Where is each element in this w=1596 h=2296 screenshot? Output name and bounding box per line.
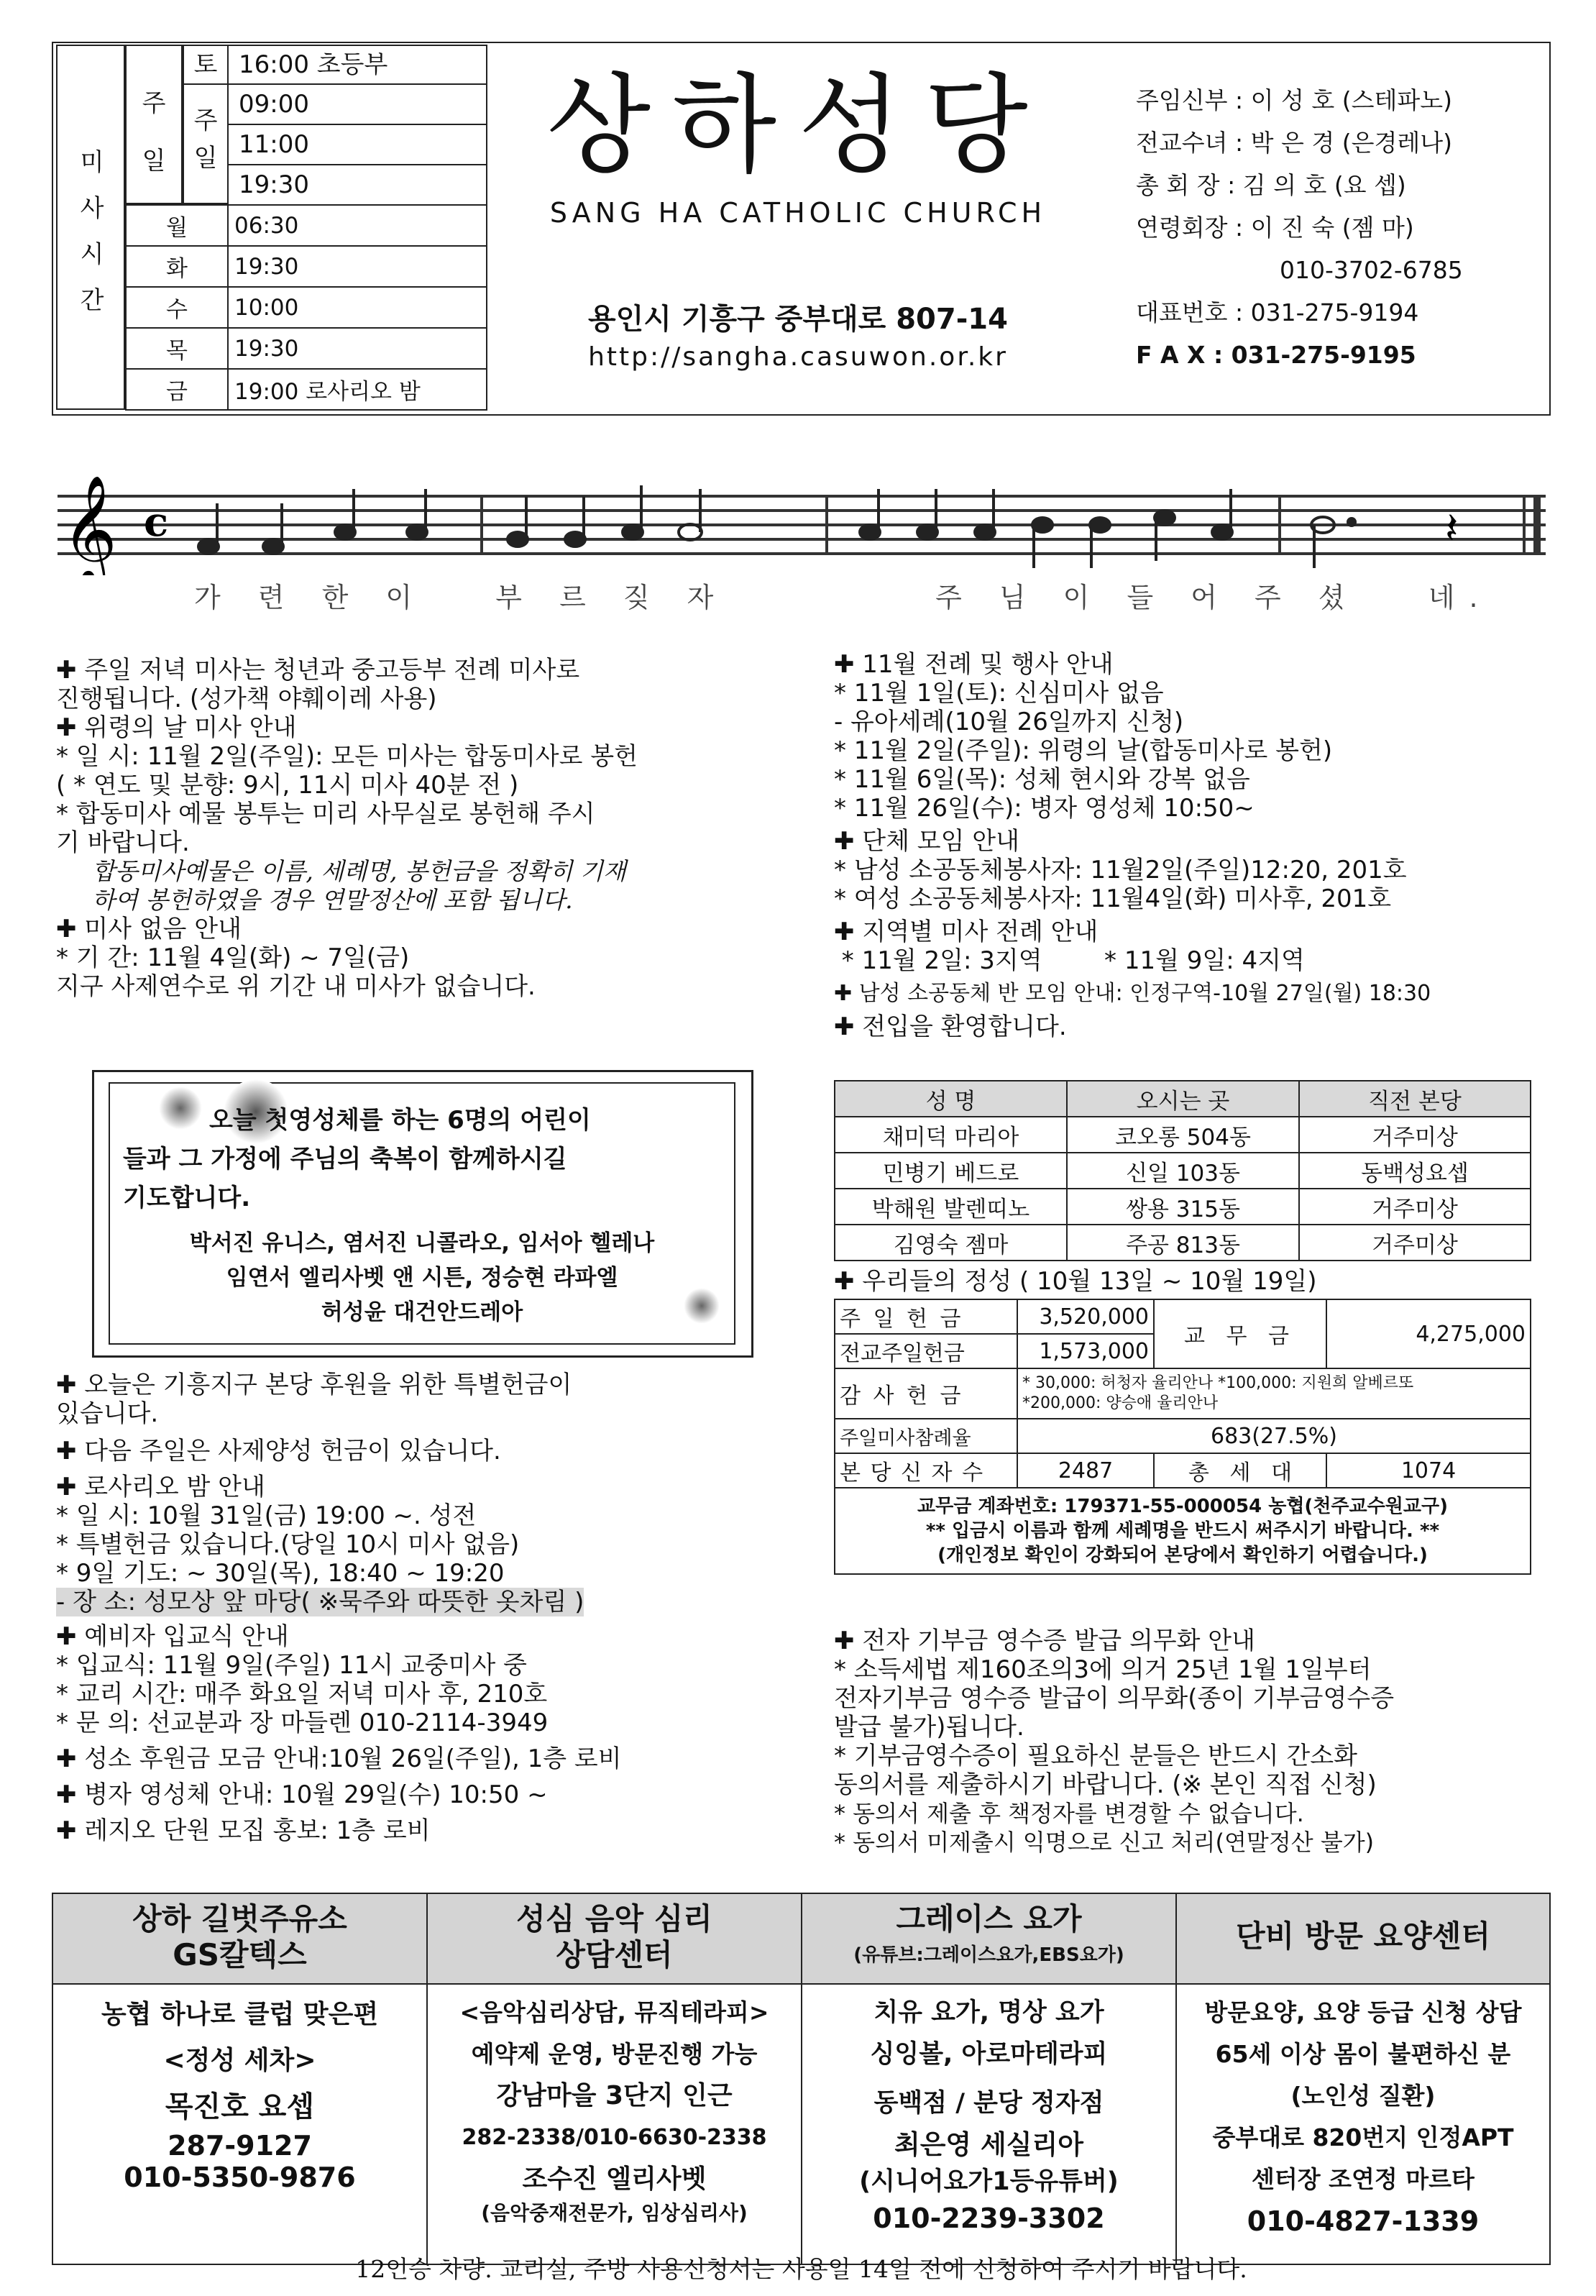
cell: 거주미상 (1299, 1117, 1531, 1153)
weekday-time: 19:30 (228, 246, 487, 287)
ad-subtitle: GS칼텍스 (173, 1937, 307, 1972)
account-line: ** 입금시 이름과 함께 세례명을 반드시 써주시기 바랍니다. ** (925, 1520, 1440, 1542)
ad-line: 010-4827-1339 (1247, 2205, 1480, 2237)
left-column-bottom (56, 1371, 818, 1845)
sunday-cell (125, 45, 183, 204)
notice-line: 전자기부금 영수증 발급이 의무화(종이 기부금영수증 (834, 1684, 1395, 1713)
svg-text:c: c (144, 498, 169, 546)
notice-line: ✚ 전자 기부금 영수증 발급 의무화 안내 (834, 1627, 1255, 1655)
child-names: 박서진 유니스, 염서진 니콜라오, 임서아 헬레나 (189, 1230, 655, 1256)
cell: 1,573,000 (1017, 1334, 1154, 1368)
ad-title: 성심 음악 심리 (516, 1901, 712, 1936)
sunday-char: 일 (142, 147, 166, 175)
ad-line: 65세 이상 몸이 불편하신 분 (1215, 2040, 1511, 2068)
notice-line: ✚ 단체 모임 안내 (834, 827, 1019, 856)
ad-line: 282-2338/010-6630-2338 (462, 2125, 767, 2150)
notice-line: * 일 시: 11월 2일(주일): 모든 미사는 합동미사로 봉헌 (56, 742, 638, 771)
sun-char: 주 (193, 106, 218, 135)
ad-body (427, 1984, 802, 2264)
table-row (835, 1153, 1531, 1189)
cell: 전교주일헌금 (835, 1334, 1017, 1368)
staff-line: 전교수녀 : 박 은 경 (은경레나) (1136, 129, 1452, 157)
notice-line: * 11월 2일: 3지역 * 11월 9일: 4지역 (834, 946, 1305, 975)
sun-time-2: 11:00 (227, 124, 487, 165)
notice-line: 지구 사제연수로 위 기간 내 미사가 없습니다. (56, 972, 536, 1001)
ad-title: 그레이스 요가 (896, 1901, 1082, 1936)
ad-body (1176, 1984, 1550, 2264)
music-score (58, 453, 1546, 618)
treble-clef-icon: 𝄞 (62, 474, 117, 575)
account-cell (835, 1488, 1531, 1574)
notice-line: ✚ 레지오 단원 모집 홍보: 1층 로비 (56, 1816, 431, 1845)
notice-line: * 특별헌금 있습니다.(당일 10시 미사 없음) (56, 1530, 520, 1559)
weekday-time: 19:00 로사리오 밤 (228, 369, 487, 410)
ad-body (802, 1984, 1176, 2264)
footer-note: 12인승 차량. 교리실, 주방 사용신청서는 사용일 14일 전에 신청하여 주시기 바랍니다. (355, 2255, 1247, 2283)
ad-line: (음악중재전문가, 임상심리사) (481, 2201, 748, 2225)
first-communion-box (92, 1070, 753, 1358)
cell: 감 사 헌 금 (835, 1368, 1017, 1419)
table-row (835, 1488, 1531, 1574)
weekday-row (126, 369, 487, 410)
notice-line: 동의서를 제출하시기 바랍니다. (※ 본인 직접 신청) (834, 1770, 1377, 1799)
sun-time-3: 19:30 (227, 164, 487, 206)
cell: 4,275,000 (1326, 1299, 1531, 1368)
ads-header-row (52, 1893, 1550, 1984)
ad-line: 농협 하나로 클럽 맞은편 (101, 2000, 379, 2029)
notice-line: ✚ 미사 없음 안내 (56, 915, 242, 943)
sat-time: 16:00 초등부 (227, 45, 487, 85)
notice-line: ✚ 오늘은 기흥지구 본당 후원을 위한 특별헌금이 (56, 1371, 572, 1399)
notice-line: * 11월 6일(목): 성체 현시와 강복 없음 (834, 765, 1250, 794)
ad-header (52, 1893, 427, 1984)
notice-line: * 11월 26일(수): 병자 영성체 10:50~ (834, 794, 1255, 823)
notice-line: * 일 시: 10월 31일(금) 19:00 ~. 성전 (56, 1501, 477, 1530)
offering-title: ✚ 우리들의 정성 ( 10월 13일 ~ 10월 19일) (834, 1267, 1317, 1296)
weekday-time: 19:30 (228, 328, 487, 369)
weekday-time: 06:30 (228, 205, 487, 246)
notice-line: ✚ 위령의 날 미사 안내 (56, 713, 297, 742)
ad-line: 목진호 요셉 (165, 2090, 315, 2123)
notice-line: 발급 불가)됩니다. (834, 1713, 1024, 1742)
weekday-label: 화 (126, 246, 228, 287)
notice-line: - 장 소: 성모상 앞 마당( ※묵주와 따뜻한 옷차림 ) (56, 1588, 584, 1616)
ad-line: 중부대로 820번지 인정APT (1212, 2123, 1514, 2151)
music-lyrics: 가 련 한 이 부 르 짖 자 주 님 이 들 어 주 셨 네. (194, 582, 1492, 613)
notice-line: 있습니다. (56, 1399, 159, 1428)
cell: 김영숙 젬마 (835, 1225, 1067, 1261)
notice-line: * 기 간: 11월 4일(화) ~ 7일(금) (56, 943, 410, 972)
col-header: 오시는 곳 (1067, 1081, 1299, 1117)
mass-label-char: 시 (80, 240, 104, 269)
cell: 주일미사참례율 (835, 1419, 1017, 1453)
sun-time-1: 09:00 (227, 83, 487, 125)
notice-line: ✚ 예비자 입교식 안내 (56, 1622, 289, 1651)
right-column-bottom (834, 1627, 1553, 1857)
weekday-row (126, 287, 487, 328)
notice-line: * 기부금영수증이 필요하신 분들은 반드시 간소화 (834, 1742, 1357, 1770)
ad-header (1176, 1893, 1550, 1984)
table-row (835, 1419, 1531, 1453)
account-line: 교무금 계좌번호: 179371-55-000054 농협(천주교수원교구) (917, 1496, 1449, 1517)
notice-line: * 소득세법 제160조의3에 의거 25년 1월 1일부터 (834, 1655, 1372, 1684)
ad-line: 치유 요가, 명상 요가 (873, 1998, 1104, 2027)
staff-line: 연령회장 : 이 진 숙 (젬 마) (1136, 214, 1414, 242)
cell: 거주미상 (1299, 1225, 1531, 1261)
notice-line: * 합동미사 예물 봉투는 미리 사무실로 봉헌해 주시 (56, 800, 595, 828)
notice-line: * 11월 1일(토): 신심미사 없음 (834, 679, 1164, 708)
table-row (835, 1189, 1531, 1225)
weekday-label: 월 (126, 205, 228, 246)
church-title: 상하성당 (546, 63, 1050, 188)
sat-cell: 토 (183, 45, 229, 85)
ad-title: 단비 방문 요양센터 (1236, 1918, 1490, 1954)
weekday-label: 금 (126, 369, 228, 410)
account-line: (개인정보 확인이 강화되어 본당에서 확인하기 어렵습니다.) (937, 1545, 1428, 1566)
weekday-row (126, 328, 487, 369)
weekday-table (125, 204, 487, 411)
cell: 본 당 신 자 수 (835, 1453, 1017, 1488)
cell: 거주미상 (1299, 1189, 1531, 1225)
weekday-label: 수 (126, 287, 228, 328)
weekday-time: 10:00 (228, 287, 487, 328)
ad-line: 동백점 / 분당 정자점 (873, 2089, 1104, 2118)
staff-line: 총 회 장 : 김 의 호 (요 셉) (1136, 171, 1406, 199)
notice-line: ✚ 로사리오 밤 안내 (56, 1473, 265, 1501)
notice-line: * 동의서 제출 후 책정자를 변경할 수 없습니다. (834, 1800, 1304, 1827)
sun-cell (183, 83, 229, 204)
notice-line: ✚ 11월 전례 및 행사 안내 (834, 650, 1114, 679)
weekday-row (126, 205, 487, 246)
box-text: 들과 그 가정에 주님의 축복이 함께하시길 (123, 1145, 567, 1174)
cell: 코오롱 504동 (1067, 1117, 1299, 1153)
mass-label-char: 미 (80, 148, 104, 177)
table-row (835, 1225, 1531, 1261)
cell (1017, 1368, 1531, 1419)
cell: 동백성요셉 (1299, 1153, 1531, 1189)
ad-header (802, 1893, 1176, 1984)
ad-line: 조수진 엘리사벳 (522, 2164, 707, 2194)
ad-line: 010-5350-9876 (124, 2162, 356, 2193)
col-header: 직전 본당 (1299, 1081, 1531, 1117)
offering-table (834, 1299, 1531, 1575)
ad-line: 010-2239-3302 (873, 2203, 1105, 2234)
mass-label-char: 사 (80, 194, 104, 223)
notice-line: * 남성 소공동체봉사자: 11월2일(주일)12:20, 201호 (834, 856, 1407, 884)
table-row (835, 1299, 1531, 1334)
staff-line: 010-3702-6785 (1280, 256, 1463, 284)
cell: 민병기 베드로 (835, 1153, 1067, 1189)
cell: 683(27.5%) (1017, 1419, 1531, 1453)
cell: 쌍용 315동 (1067, 1189, 1299, 1225)
cell: 주공 813동 (1067, 1225, 1299, 1261)
cell: 2487 (1017, 1453, 1154, 1488)
notice-line: ✚ 지역별 미사 전례 안내 (834, 918, 1099, 946)
child-names: 허성윤 대건안드레아 (321, 1299, 523, 1325)
weekday-label: 목 (126, 328, 228, 369)
rest-icon: 𝄽 (1445, 503, 1459, 554)
ad-line: <음악심리상담, 뮤직테라피> (459, 1998, 769, 2026)
staff-line: 대표번호 : 031-275-9194 (1136, 298, 1419, 326)
mass-label-cell (56, 45, 125, 410)
cell: 교 무 금 (1154, 1299, 1326, 1368)
ad-line: (시니어요가1등유튜버) (859, 2167, 1119, 2196)
notice-line: * 입교식: 11월 9일(주일) 11시 교중미사 중 (56, 1651, 527, 1680)
ad-line: (노인성 질환) (1290, 2082, 1436, 2110)
church-address: 용인시 기흥구 중부대로 807-14 (588, 303, 1008, 336)
col-header: 성 명 (835, 1081, 1067, 1117)
notice-line: ✚ 전입을 환영합니다. (834, 1012, 1067, 1041)
notice-line: ✚ 남성 소공동체 반 모임 안내: 인정구역-10월 27일(월) 18:30 (834, 981, 1431, 1006)
child-names: 임연서 엘리사벳 앤 시튼, 정승현 라파엘 (226, 1265, 618, 1291)
cell: 총 세 대 (1154, 1453, 1326, 1488)
mass-label-char: 간 (80, 286, 104, 315)
church-subtitle: SANG HA CATHOLIC CHURCH (549, 197, 1047, 229)
notice-line: * 11월 2일(주일): 위령의 날(합동미사로 봉헌) (834, 736, 1333, 765)
notice-line: * 문 의: 선교분과 장 마들렌 010-2114-3949 (56, 1709, 549, 1737)
welcome-header-row (835, 1081, 1531, 1117)
notice-line: - 유아세례(10월 26일까지 신청) (834, 708, 1184, 736)
notice-line: * 9일 기도: ~ 30일(목), 18:40 ~ 19:20 (56, 1559, 505, 1588)
ad-subtitle: 상담센터 (556, 1937, 673, 1972)
ad-line: 방문요양, 요양 등급 신청 상담 (1204, 1998, 1522, 2026)
notice-line: * 여성 소공동체봉사자: 11월4일(화) 미사후, 201호 (834, 884, 1392, 913)
table-row (835, 1117, 1531, 1153)
cell: 박해원 발렌띠노 (835, 1189, 1067, 1225)
notice-line: * 동의서 미제출시 익명으로 신고 처리(연말정산 불가) (834, 1829, 1375, 1856)
sunday-char: 주 (142, 89, 166, 118)
box-text: 오늘 첫영성체를 하는 6명의 어린이 (209, 1106, 591, 1135)
ads-body-row (52, 1984, 1550, 2264)
ad-subtitle: (유튜브:그레이스요가,EBS요가) (853, 1944, 1124, 1966)
box-text: 기도합니다. (123, 1184, 251, 1212)
thanks-line: * 30,000: 허청자 율리안나 *100,000: 지원희 알베르또 (1022, 1374, 1414, 1392)
cell: 채미덕 마리아 (835, 1117, 1067, 1153)
cell: 신일 103동 (1067, 1153, 1299, 1189)
ad-line: 최은영 세실리아 (894, 2129, 1084, 2160)
ad-header (427, 1893, 802, 1984)
staff-line: 주임신부 : 이 성 호 (스테파노) (1136, 86, 1452, 114)
ad-line: <정성 세차> (163, 2046, 316, 2075)
handwritten-note: 합동미사예물은 이름, 세례명, 봉헌금을 정확히 기재 (92, 857, 626, 885)
cell: 주 일 헌 금 (835, 1299, 1017, 1334)
ad-line: 예약제 운영, 방문진행 가능 (471, 2040, 758, 2068)
notice-line: 기 바랍니다. (56, 828, 190, 857)
cell: 3,520,000 (1017, 1299, 1154, 1334)
weekday-row (126, 246, 487, 287)
table-row (835, 1368, 1531, 1419)
ad-body (52, 1984, 427, 2264)
notice-line: ✚ 주일 저녁 미사는 청년과 중고등부 전례 미사로 (56, 656, 580, 685)
right-column-top (834, 650, 1553, 1041)
ad-line: 287-9127 (168, 2130, 312, 2162)
sun-char: 일 (193, 144, 218, 173)
notice-line: * 교리 시간: 매주 화요일 저녁 미사 후, 210호 (56, 1680, 548, 1709)
notice-line: ✚ 성소 후원금 모금 안내:10월 26일(주일), 1층 로비 (56, 1744, 622, 1773)
notice-line: ( * 연도 및 분향: 9시, 11시 미사 40분 전 ) (56, 771, 519, 800)
cell: 1074 (1326, 1453, 1531, 1488)
ad-line: 강남마을 3단지 인근 (496, 2081, 733, 2110)
staff-list (1136, 79, 1538, 376)
notice-line: ✚ 병자 영성체 안내: 10월 29일(수) 10:50 ~ (56, 1780, 548, 1809)
ads-table (52, 1893, 1551, 2265)
mass-times (56, 45, 487, 410)
welcome-table (834, 1080, 1531, 1261)
church-url[interactable]: http://sangha.casuwon.or.kr (588, 342, 1008, 372)
handwritten-note: 하여 봉헌하였을 경우 연말정산에 포함 됩니다. (92, 886, 573, 914)
thanks-line: *200,000: 양승애 율리안나 (1022, 1394, 1219, 1412)
table-row (835, 1453, 1531, 1488)
left-column-top (56, 656, 818, 1001)
notice-line: ✚ 다음 주일은 사제양성 헌금이 있습니다. (56, 1437, 501, 1465)
ad-line: 센터장 조연정 마르타 (1252, 2165, 1475, 2193)
ad-title: 상하 길벗주유소 (132, 1901, 347, 1936)
notice-line: 진행됩니다. (성가책 야훼이레 사용) (56, 685, 437, 713)
staff-line: F A X : 031-275-9195 (1136, 341, 1416, 369)
ad-line: 싱잉볼, 아로마테라피 (870, 2040, 1108, 2069)
music-staff-svg (58, 453, 1546, 575)
